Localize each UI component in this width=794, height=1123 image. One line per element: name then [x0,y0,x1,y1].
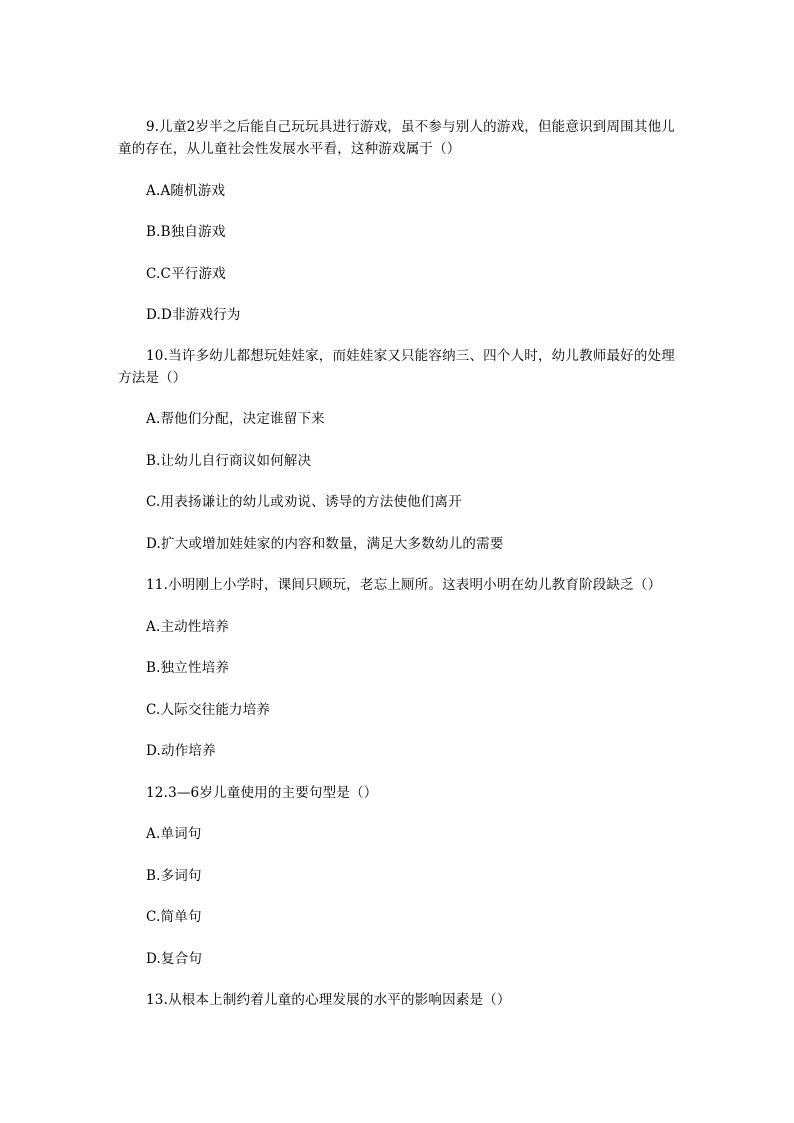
question-9-option-d: D.D非游戏行为 [146,307,241,323]
question-9-option-a: A.A随机游戏 [146,183,226,199]
question-12-option-b: B.多词句 [146,868,202,884]
question-10-option-a: A.帮他们分配，决定谁留下来 [146,411,325,427]
question-12-stem: 12.3—6岁儿童使用的主要句型是（） [146,785,378,801]
question-9-option-c: C.C平行游戏 [146,266,226,282]
question-11-option-a: A.主动性培养 [146,619,229,635]
question-12-option-c: C.简单句 [146,909,202,925]
question-10-option-d: D.扩大或增加娃娃家的内容和数量，满足大多数幼儿的需要 [146,536,504,552]
question-11-option-c: C.人际交往能力培养 [146,702,271,718]
question-10-stem: 10.当许多幼儿都想玩娃娃家，而娃娃家又只能容纳三、四个人时，幼儿教师最好的处理方法是（） [118,348,675,386]
question-12-option-d: D.复合句 [146,951,203,967]
question-11-stem: 11.小明刚上小学时，课间只顾玩，老忘上厕所。这表明小明在幼儿教育阶段缺乏（） [146,577,662,593]
question-11-option-b: B.独立性培养 [146,660,230,676]
question-9-stem: 9.儿童2岁半之后能自己玩玩具进行游戏，虽不参与别人的游戏，但能意识到周围其他儿童的存在，从儿童社会性发展水平看，这种游戏属于（） [118,119,675,157]
question-13-stem: 13.从根本上制约着儿童的心理发展的水平的影响因素是（） [146,992,511,1008]
question-10-option-b: B.让幼儿自行商议如何解决 [146,453,312,469]
question-9-option-b: B.B独自游戏 [146,224,226,240]
question-10-option-c: C.用表扬谦让的幼儿或劝说、诱导的方法使他们离开 [146,494,462,510]
question-12-option-a: A.单词句 [146,826,202,842]
question-11-option-d: D.动作培养 [146,743,216,759]
